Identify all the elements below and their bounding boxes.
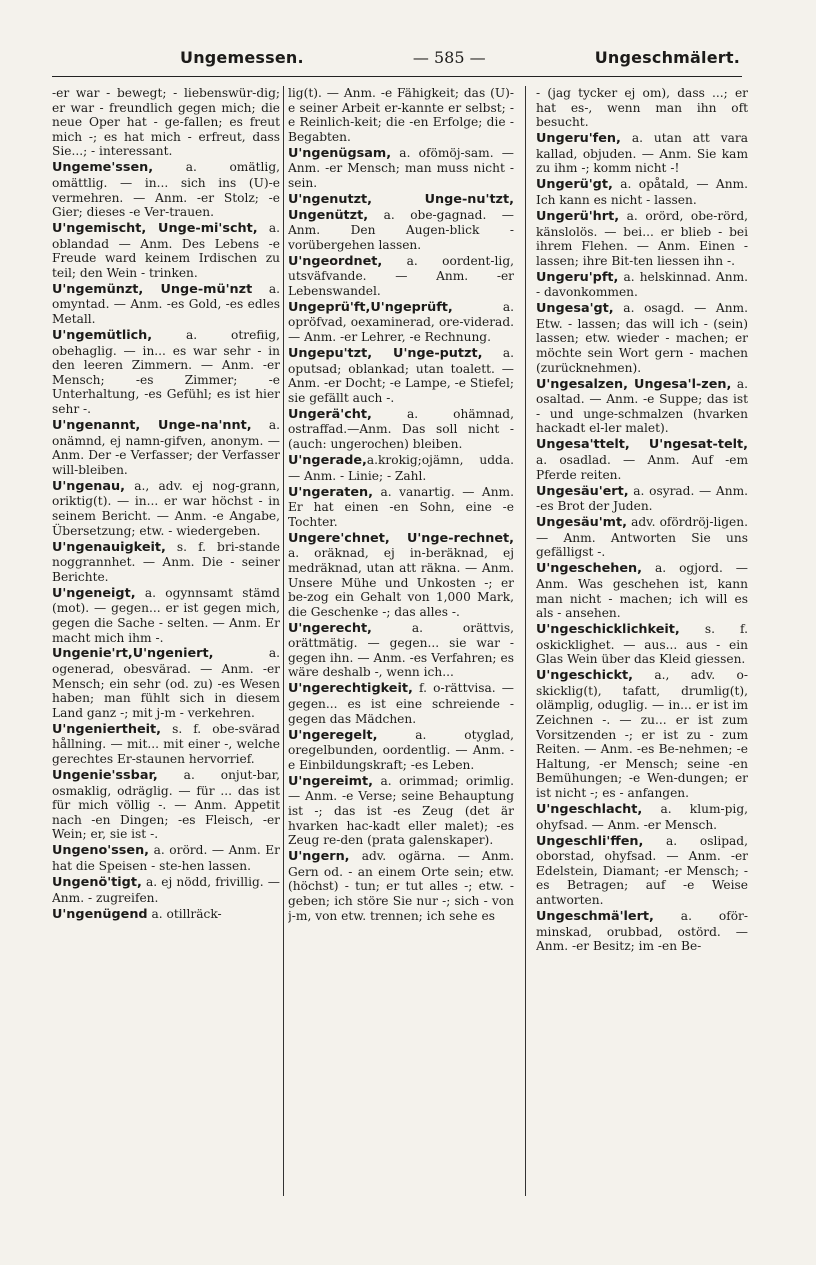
column-1 <box>52 86 280 1216</box>
dictionary-entry <box>536 437 748 482</box>
entry-headword: U'ngeschickt, <box>536 668 634 684</box>
entry-definition: a. osagd. — Anm. Etw. - lassen; das will ich - (sein) lassen; etw. wieder - machen; er möchte sein Wort gern - machen (zurücknehmen). <box>536 301 748 375</box>
entry-definition: a. obe-gagnad. — Anm. Den Augen-blick - vorübergehen lassen. <box>288 207 514 252</box>
entry-headword: U'ngenau, <box>52 478 125 494</box>
entry-headword: U'ngern, <box>288 849 350 865</box>
dictionary-entry <box>52 646 280 720</box>
dictionary-entry <box>288 681 514 726</box>
dictionary-entry <box>52 875 280 905</box>
dictionary-entry <box>536 622 748 667</box>
dictionary-entry <box>536 86 748 130</box>
dictionary-entry <box>536 484 748 514</box>
dictionary-entry <box>536 909 748 954</box>
entry-headword: Ungerä'cht, <box>288 406 372 422</box>
header-left-guide-word: Ungemessen. <box>180 48 304 67</box>
entry-definition: adv. ofördröj-ligen. — Anm. Antworten Sie uns gefälligst -. <box>536 515 748 560</box>
entry-definition: a. onjut-bar, osmaklig, odräglig. — für ... das ist für mich völlig -. — Anm. Appetit nach -en Dingen; -es Fleisch, -er Wein; er, sie ist -. <box>52 768 280 842</box>
entry-headword: Ungerü'hrt, <box>536 208 620 224</box>
entry-definition: a. otillräck- <box>147 906 222 921</box>
entry-definition: a. klum-pig, ohyfsad. — Anm. -er Mensch. <box>536 801 748 832</box>
entry-definition: a. omyntad. — Anm. -es Gold, -es edles Metall. <box>52 281 280 327</box>
dictionary-entry <box>288 192 514 252</box>
entry-headword: U'ngeniertheit, <box>52 721 162 737</box>
entry-definition: s. f. oskicklighet. — aus... aus - ein Glas Wein über das Kleid giessen. <box>536 622 748 667</box>
entry-definition: a. oordent-lig, utsväfvande. — Anm. -er Lebenswandel. <box>288 253 514 298</box>
column-divider <box>283 86 284 1196</box>
entry-headword: U'ngeregelt, <box>288 727 378 743</box>
dictionary-entry <box>288 621 514 680</box>
dictionary-entry <box>52 540 280 585</box>
dictionary-entry <box>52 221 280 280</box>
entry-headword: U'ngenügend <box>52 906 148 922</box>
column-2 <box>288 86 514 1216</box>
entry-headword: U'ngesalzen, Ungesa'l-zen, <box>536 376 732 392</box>
dictionary-entry <box>288 86 514 144</box>
dictionary-entry <box>536 561 748 620</box>
dictionary-entry <box>288 346 514 405</box>
dictionary-entry <box>52 768 280 842</box>
entry-headword: U'ngerade, <box>288 452 367 468</box>
entry-definition: a. oför-minskad, orubbad, ostörd. — Anm. -er Besitz; im -en Be- <box>536 908 748 954</box>
dictionary-entry <box>536 377 748 436</box>
entry-headword: Ungesa'gt, <box>536 301 614 317</box>
entry-definition: a. utan att vara kallad, objuden. — Anm. Sie kam zu ihm -; komm nicht -! <box>536 131 748 176</box>
entry-headword: U'ngenannt, Unge-na'nnt, <box>52 418 252 434</box>
entry-headword: Ungeschmä'lert, <box>536 908 654 924</box>
entry-headword: U'ngeschlacht, <box>536 801 643 817</box>
dictionary-entry <box>288 407 514 452</box>
column-3 <box>536 86 748 1216</box>
entry-definition: a. oslipad, oborstad, ohyfsad. — Anm. -er Edelstein, Diamant; -er Mensch; -es Betragen; auf -e Weise antworten. <box>536 833 748 907</box>
dictionary-entry <box>52 282 280 327</box>
dictionary-entry <box>288 146 514 191</box>
entry-headword: Ungeme'ssen, <box>52 160 154 176</box>
entry-headword: Ungenö'tigt, <box>52 874 142 890</box>
entry-headword: Ungeprü'ft,U'ngeprüft, <box>288 299 453 315</box>
entry-headword: Ungeru'pft, <box>536 269 619 285</box>
dictionary-entry <box>52 86 280 159</box>
entry-definition: -er war - bewegt; - liebenswür-dig; er war - freundlich gegen mich; die neue Oper hat - ge-fallen; es freut mich -; es hat mich - erfreut, dass Sie...; - interessant. <box>52 86 280 159</box>
entry-headword: U'ngeraten, <box>288 484 373 500</box>
page-number: — 585 — <box>412 48 486 67</box>
entry-definition: a. oblandad — Anm. Des Lebens -e Freude ward keinem Irdischen zu teil; den Wein - trinken. <box>52 221 280 280</box>
dictionary-entry <box>536 177 748 207</box>
entry-definition: a. orimmad; orimlig. — Anm. -e Verse; seine Behauptung ist -; das ist -es Zeug (det är hvarken hac-kadt eller malet); -es Zeug re-den (prata galenskaper). <box>288 773 514 848</box>
header-rule <box>52 76 742 77</box>
dictionary-entry <box>288 453 514 483</box>
entry-definition: a. otrefiig, obehaglig. — in... es war sehr - in den leeren Zimmern. — Anm. -er Mensch; -es Zimmer; -e Unterhaltung, -es Gefühl; es ist hier sehr -. <box>52 328 280 417</box>
entry-headword: Ungeru'fen, <box>536 131 621 147</box>
entry-definition: a. osaltad. — Anm. -e Suppe; das ist - und unge-schmalzen (hvarken hackadt el-ler malet). <box>536 376 748 436</box>
dictionary-entry <box>288 254 514 299</box>
entry-definition: a. ohämnad, ostraffad.—Anm. Das soll nicht - (auch: ungerochen) bleiben. <box>288 406 514 451</box>
dictionary-entry <box>536 301 748 375</box>
dictionary-entry <box>536 131 748 176</box>
entry-headword: U'ngerecht, <box>288 620 372 636</box>
entry-headword: U'ngeschehen, <box>536 561 643 577</box>
dictionary-entry <box>288 728 514 773</box>
dictionary-entry <box>52 479 280 538</box>
entry-headword: U'ngenutzt, Unge-nu'tzt, Ungenützt, <box>288 191 514 223</box>
entry-definition: a. ofömöj-sam. — Anm. -er Mensch; man muss nicht - sein. <box>288 145 514 190</box>
entry-definition: a. opröfvad, oexaminerad, ore-viderad. — Anm. -er Lehrer, -e Rechnung. <box>288 299 514 345</box>
dictionary-entry <box>52 843 280 873</box>
entry-definition: a. orörd. — Anm. Er hat die Speisen - ste-hen lassen. <box>52 843 280 873</box>
entry-definition: a. vanartig. — Anm. Er hat einen -en Sohn, eine -e Tochter. <box>288 484 514 529</box>
entry-definition: a. opåtald, — Anm. Ich kann es nicht - lassen. <box>536 177 748 207</box>
entry-definition: a. helskinnad. Anm. - davonkommen. <box>536 269 748 300</box>
entry-headword: Ungerü'gt, <box>536 177 613 193</box>
dictionary-entry <box>52 907 280 923</box>
entry-definition: a. osadlad. — Anm. Auf -em Pferde reiten. <box>536 452 748 482</box>
entry-headword: Ungesäu'ert, <box>536 483 629 499</box>
dictionary-entry <box>52 328 280 417</box>
dictionary-entry <box>52 160 280 219</box>
entry-headword: Ungenie'rt,U'ngeniert, <box>52 646 214 662</box>
dictionary-entry <box>536 515 748 560</box>
entry-definition: a., adv. ej nog-grann, oriktig(t). — in... er war höchst - in seinem Bericht. — Anm. -e Angabe, Übersetzung; etw. - wiedergeben. <box>52 478 280 538</box>
entry-definition: a. omätlig, omättlig. — in... sich ins (U)-e vermehren. — Anm. -er Stolz; -e Gier; dieses -e Ver-trauen. <box>52 160 280 220</box>
dictionary-entry <box>52 722 280 767</box>
entry-definition: a. otyglad, oregelbunden, oordentlig. — Anm. -e Einbildungskraft; -es Leben. <box>288 727 514 772</box>
entry-headword: U'ngenügsam, <box>288 145 392 161</box>
dictionary-entry <box>536 209 748 268</box>
entry-headword: U'ngemischt, Unge-mi'scht, <box>52 221 258 237</box>
entry-headword: Ungesäu'mt, <box>536 515 627 531</box>
dictionary-entry <box>536 668 748 800</box>
entry-headword: U'ngemütlich, <box>52 328 153 344</box>
dictionary-entry <box>288 849 514 923</box>
dictionary-entry <box>288 485 514 530</box>
entry-headword: U'ngeneigt, <box>52 585 136 601</box>
entry-definition: a. oputsad; oblankad; utan toalett. — Anm. -er Docht; -e Lampe, -e Stiefel; sie gefällt auch -. <box>288 346 514 405</box>
entry-headword: U'ngeordnet, <box>288 253 383 269</box>
dictionary-entry <box>288 531 514 620</box>
entry-headword: Ungesa'ttelt, U'ngesat-telt, <box>536 437 748 453</box>
entry-headword: Ungenie'ssbar, <box>52 768 158 784</box>
entry-definition: a. ej nödd, frivillig. — Anm. - zugreifen. <box>52 874 280 905</box>
entry-definition: a. orörd, obe-rörd, känslolös. — bei... er blieb - bei ihrem Flehen. — Anm. Einen - lassen; ihre Bit-ten liessen ihn -. <box>536 208 748 268</box>
entry-definition: a. osyrad. — Anm. -es Brot der Juden. <box>536 483 748 514</box>
entry-definition: a.krokig;ojämn, udda. — Anm. - Linie; - Zahl. <box>288 452 514 483</box>
entry-headword: U'ngenauigkeit, <box>52 539 166 555</box>
entry-headword: Ungepu'tzt, U'nge-putzt, <box>288 346 483 362</box>
entry-headword: U'ngerechtigkeit, <box>288 681 413 697</box>
entry-definition: - (jag tycker ej om), dass ...; er hat es-, wenn man ihn oft besucht. <box>536 86 748 130</box>
dictionary-entry <box>288 300 514 345</box>
entry-headword: U'ngeschicklichkeit, <box>536 622 680 638</box>
entry-definition: a., adv. o-skicklig(t), tafatt, drumlig(t), olämplig, oduglig. — in... er ist im Zeichnen -. — zu... er ist zum Vorsitzenden -; er ist zu - zum Reiten. — Anm. -es Be-nehmen; -e Haltung, -er Mensch; seine -en Bemühungen; -e Wen-dungen; er ist nicht -; es - anfangen. <box>536 668 748 800</box>
entry-definition: s. f. obe-svärad hållning. — mit... mit einer -, welche gerechtes Er-staunen hervorrief. <box>52 721 280 767</box>
entry-headword: U'ngereimt, <box>288 773 373 789</box>
page-header <box>180 48 740 78</box>
entry-headword: Ungeno'ssen, <box>52 843 150 859</box>
entry-definition: a. oräknad, ej in-beräknad, ej medräknad, utan att räkna. — Anm. Unsere Mühe und Unkosten -; er be-zog ein Gehalt von 1,000 Mark, die Geschenke -; das alles -. <box>288 546 514 619</box>
entry-definition: f. o-rättvisa. — gegen... es ist eine schreiende - gegen das Mädchen. <box>288 681 514 726</box>
entry-definition: adv. ogärna. — Anm. Gern od. - an einem Orte sein; etw. (höchst) - tun; er tut alles -; etw. - geben; ich störe Sie nur -; sich - von j-m, von etw. trennen; ich sehe es <box>288 849 514 923</box>
entry-definition: a. ogjord. — Anm. Was geschehen ist, kann man nicht - machen; ich will es als - ansehen. <box>536 561 748 621</box>
column-divider <box>525 86 526 1196</box>
dictionary-entry <box>536 270 748 300</box>
entry-headword: Ungere'chnet, U'nge-rechnet, <box>288 530 514 546</box>
dictionary-entry <box>536 802 748 832</box>
entry-definition: a. ogenerad, obesvärad. — Anm. -er Mensch; ein sehr (od. zu) -es Wesen haben; man fühlt sich in diesem Land ganz -; mit j-m - verkehren. <box>52 646 280 720</box>
entry-definition: a. orättvis, orättmätig. — gegen... sie war - gegen ihn. — Anm. -es Verfahren; es wäre deshalb -, wenn ich... <box>288 620 514 680</box>
entry-definition: lig(t). — Anm. -e Fähigkeit; das (U)-e seiner Arbeit er-kannte er selbst; -e Reinlich-keit; die -en Erfolge; die - Begabten. <box>288 86 514 144</box>
dictionary-entry <box>52 586 280 645</box>
header-right-guide-word: Ungeschmälert. <box>594 48 740 67</box>
entry-headword: Ungeschli'ffen, <box>536 833 644 849</box>
dictionary-entry <box>52 418 280 477</box>
dictionary-entry <box>288 774 514 848</box>
entry-headword: U'ngemünzt, Unge-mü'nzt <box>52 281 253 297</box>
entry-definition: a. onämnd, ej namn-gifven, anonym. — Anm. Der -e Verfasser; der Verfasser will-bleiben. <box>52 418 280 477</box>
entry-definition: s. f. bri-stande noggrannhet. — Anm. Die - seiner Berichte. <box>52 539 280 584</box>
entry-definition: a. ogynnsamt stämd (mot). — gegen... er ist gegen mich, gegen die Sache - selten. — Anm. Er macht mich ihm -. <box>52 585 280 645</box>
dictionary-entry <box>536 834 748 908</box>
